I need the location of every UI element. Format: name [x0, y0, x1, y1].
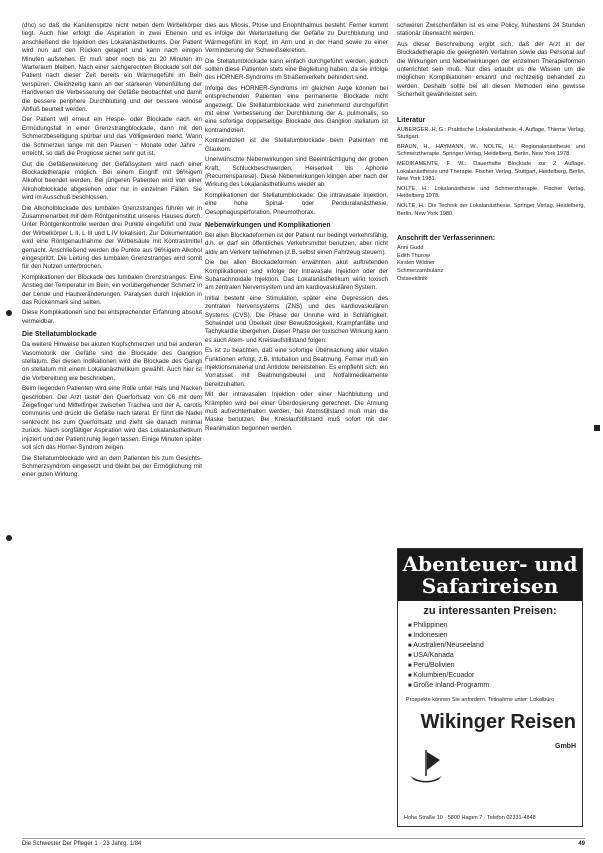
brand-suffix: GmbH — [555, 743, 576, 750]
destination-item: ■ Philippinen — [408, 621, 582, 631]
literature-list — [397, 127, 585, 219]
ad-title: Abenteuer- und Safarireisen — [398, 549, 582, 601]
punch-hole-icon — [6, 310, 12, 316]
literature-item: AUBERGER, H. G.: Praktische Lokalanästhesie. 4. Auflage, Thieme Verlag, Stuttgart. — [397, 126, 585, 141]
brand-name: Wikinger Reisen — [420, 711, 576, 733]
column-2 — [205, 22, 388, 435]
paragraph: Diese Komplikationen sind bei entsprechender Erfahrung absolut vermeidbar. — [22, 309, 202, 325]
ad-subtitle: zu interessanten Preisen: — [423, 605, 557, 617]
authors-list — [397, 245, 585, 283]
paragraph: Der Patient will erneut ein Hespe- oder Blockade nach ein Ermüdungsfall in einer Grenzstrangblockade, dann mit den Schmerzbeseitigung spürbar und das Völligwerden merkt. Wann die Schmerzen lange mit den Pausen − Monate oder Jahre − erreicht, so daß die Prognose sicher sehr gut ist. — [22, 116, 202, 158]
advertisement[interactable] — [397, 548, 583, 827]
paragraph: Unerwünschte Nebenwirkungen sind Beeinträchtigung der groben Kraft, Schluckbeschwerden, Heiserkeit bis Aphonie (Recurrensparese). Diese Nebenwirkungen klingen aber nach der Wirkung des Lokalanästhetikums wieder ab. — [205, 156, 388, 189]
section-heading: Nebenwirkungen und Komplikationen — [205, 221, 331, 229]
paragraph: Die Stellatumblockade kann einfach durchgeführt werden, jedoch sollten diese Patienten stets eine Begleitung haben, da sie infolge des HORNER-Syndroms im Straßenverkehr behindert sind. — [205, 57, 388, 82]
author-line: Ostseeklinik — [397, 275, 428, 282]
ad-address: Hohe Straße 10 · 5800 Hagen 7 · Telefon 02331-4848 — [404, 815, 536, 821]
paragraph: Kontraindiziert ist die Stellatumblockade beim Patienten mit Glaukom. — [205, 137, 388, 153]
destination-item: ■ Australien/Neuseeland — [408, 641, 582, 651]
paragraph: Gut die Gefäßerweiterung der Gefäßsystem wird nach einer Blockadetherapie möglich. Bei einem Eingriff mit 96%igem Alkohol beendet werden. Bei jüngeren Patienten wird von einer Alkoholblockade abgesehen oder nur in einzelnen Fällen. Sie wird im Ausschuß beschlossen. — [22, 160, 202, 202]
literature-item: NOLTE, H.: Lokalanästhesie und Schmerztherapie. Fischer Verlag, Heidelberg 1978. — [397, 185, 585, 200]
paragraph: Die bei allen Blockadeformen erwähnten akut auftretenden Komplikationen sind infolge der Intravasale Injektion oder der Subarachnoidale Injektion. Das Lokalanästhetikum wirkt toxisch am zentralen Nervensystem und am kardiovaskulären System. — [205, 259, 388, 292]
column-1 — [22, 22, 202, 482]
author-line: Edith Thurow — [397, 252, 430, 259]
paragraph: Bei allen Blockadeformen ist der Patient nur bedingt verkehrsfähig, d.h. er darf ein öffentliches Verkehrsmittel benutzen, aber nicht aktiv am Verkehr teilnehmen (z.B. selbst einen Fahrzeug steuern). — [205, 231, 388, 256]
paragraph: Infolge des HORNER-Syndroms im gleichen Auge können bei entsprechenden Patienten eine permanente Blockade nicht angezeigt. Die Stellatumblockade wird zunehmend durchgeführt mit einer Verbesserung der Durchblutung der A. pulmonalis, so eine sofortige doppelseitige Blockade des Ganglion stellatum ist kontraindiziert. — [205, 84, 388, 134]
authors-heading: Anschrift der Verfasserinnen: — [397, 235, 496, 243]
column-3 — [397, 22, 585, 283]
literature-heading: Literatur — [397, 116, 426, 124]
end-marker-icon — [594, 425, 600, 431]
author-line: Anni Gudd — [397, 245, 424, 252]
viking-ship-icon — [408, 746, 444, 786]
page-number: 49 — [578, 841, 585, 847]
paragraph: schweren Zwischenfällen ist es eine Policy, frühestens 24 Stunden stationär überwacht werden. — [397, 22, 585, 38]
paragraph: Es ist zu beachten, daß eine sofortige Überwachung aller vitalen Funktionen erfolgt, z.B. Intubation und Beatmung. Ferner muß ein Injektionsmaterial und Antidote bereitstehen. Es empfiehlt sich, ein Vorratsset mit Beatmungsbeutel und Notfallmedikamente bereitzuhalten. — [205, 347, 388, 388]
destination-item: ■ Peru/Bolivien — [408, 661, 582, 671]
paragraph: Komplikationen der Stellatumblockade: Die intravasale Injektion, eine hohe Spinal- oder Periduralanästhesie, Oesophagusperforation, Pneumothorax. — [205, 191, 388, 216]
paragraph: Die Alkoholblockade des lumbalen Grenzstranges führen wir in Zusammenarbeit mit dem Röntgeninstitut unseres Hauses durch. Unter Röntgenkontrolle werden drei Punkte eingeführt und zwar der Wirbelkörper L II, L III und L IV lokalisiert. Zur Dokumentation wird eine Röntgenaufnahme der Wirbelsäule mit Kontrastmittel gemacht. Anschließend werden die Punkte aus 96%igem Alkohol eingespritzt. Die Leitung des lumbalen Grenzstranges wird somit für den Nutzen unterbrochen. — [22, 204, 202, 271]
destination-list — [408, 621, 582, 691]
literature-item: MEDIKAMENTE, F. W.: Dauerhafte Blockade zur 2. Auflage. Lokalanästhesie und Therapie. Fischer Verlag, Stuttgart, Heidelberg, Berlin, New York 1981. — [397, 161, 585, 183]
author-line: Kirsten Wildner — [397, 260, 435, 267]
punch-hole-icon — [6, 535, 12, 541]
destination-item: ■ Kolumbien/Ecuador — [408, 671, 582, 681]
author-line: Schmerzambulanz — [397, 267, 444, 274]
ad-note: Prospekte können Sie anfordern. Teilnahme unter: Lokalbüro — [406, 697, 555, 703]
literature-item: BRAUN, H., HAYMANN, W., NOLTE, H.: Regionalanästhesie und Schmerztherapie. Springer Verlag, Heidelberg, Berlin, New York 1978. — [397, 143, 585, 158]
paragraph: Komplikationen der Blockade des lumbalen Grenzstranges: Eine Anstieg der Temperatur im Bein, ein vorübergehender Schmerz in der Lende und Hautveränderungen. Paralysen durch Injektion in das Rückenmark sind selten. — [22, 273, 202, 306]
destination-item: ■ Indonesien — [408, 631, 582, 641]
literature-item: NOLTE, H.: Die Technik der Lokalanästhesie. Springer Verlag, Heidelberg, Berlin, New York 1980. — [397, 203, 585, 217]
paragraph: Aus dieser Beschreibung ergibt sich, daß der Arzt in der Blockadetherapie die geeigneten Verfahren sowie das Personal auf die Wirkungen und Nebenwirkungen der einzelnen Therapieformen unterrichtet sein muß. Nur dies erlaubt es die Wissen um die möglichen Komplikationen erkannt und rechtzeitig behandelt zu werden. Deshalb sollte bei all diesen Methoden eine gewisse Sicherheit gewährleistet sein. — [397, 40, 585, 99]
destination-item: ■ USA/Kanada — [408, 651, 582, 661]
section-heading: Die Stellatumblockade — [22, 331, 97, 339]
paragraph: Die Stellatumblockade wird an dem Patienten bis zum Gesichts-Schmerzsyndrom eingesetzt und bleibt bei der Ermöglichung mit einer guten Wirkung. — [22, 454, 202, 479]
paragraph: Da weitere Hinweise bei akuten Kopfschmerzen und bei anderen Vasomotorik der Gefäße sind die Blockade des Ganglion stellatum. Bei diesen Indikationen wird die Blockade des Gangli on stellatum mit einem Lokalanästhetikum gewählt. Auch hier ist die Vorbereitung wie beschrieben. — [22, 341, 202, 382]
paragraph: Mit der intravasalen Injektion oder einer Nachblutung und Krämpfen wird bei einer Überdosierung gerechnet. Die Atmung muß aufrechterhalten werden, bei Atemstillstand muß man die Maske benutzen. Bei Kreislaufstillstand muß sofort mit der Reanimation begonnen werden. — [205, 391, 388, 432]
paragraph: Initial besteht eine Stimulation, später eine Depression des zentralen Nervensystems (ZNS) und des kardiovaskulären Systems (CVS). Die Phase der Unruhe wird in Schläfrigkeit, Schwindel und Übelkeit über Bewußtlosigkeit, Krampfanfälle und Tachykardie übergehen. Dieser Phase der toxischen Wirkung kann es auch Atem- und Kreislaufstillstand folgen. — [205, 294, 388, 344]
paragraph: dies aus Miosis, Ptose und Enophthalmus besteht. Ferner kommt es infolge der Weiterstellung der Gefäße zu Durchblutung und Wärmegefühl im Kopf, im Arm und in der Hand sowie zu einer Verminderung der Schweißsekretion. — [205, 22, 388, 55]
page-footer — [22, 838, 585, 847]
paragraph: Beim liegenden Patienten wird eine Rolle unter Hals und Nacken geschoben. Der Arzt tastet den Querfortsatz von C6 mit dem Zeigefinger und Mittelfinger zwischen Trachea und der A. carotis communis und drückt die Gefäße nach lateral. Er führt die Nadel senkrecht bis zum Querfortsatz und zieht sie danach minimal zurück. Nach sorgfältiger Aspiration wird das Lokalanästhetikum injiziert und der Patient ruhig liegen lassen. Einige Minuten später soll sich das Horner-Syndrom zeigen. — [22, 385, 202, 452]
footer-journal: Die Schwester Der Pfleger 1 · 23 Jahrg. 1/84 — [22, 841, 142, 847]
paragraph: (dnc) so daß die Kanülenspitze nicht neben dem Wirbelkörper liegt. Auch hier erfolgt die Aspiration in zwei Ebenen und anschließend die Injektion des Lokalanästhetikums. Der Patient wird nun auf den Rücken gelagert und kann nach einigen Minuten aufstehen. Er muß aber noch bis zu 20 Minuten im Warteraum bleiben. Nach einer sachgerechten Blockade soll der Patient nach dieser Zeit bereits ein Wärmegefühl im Bein verspüren. Gleichzeitig kann an der stärkeren Venenfüllung der Handvenen die Verbesserung der Gefäße beobachtet und damit die bessere periphere Durchblutung und der bessere venöse Abfluß beurteilt werden. — [22, 22, 202, 114]
destination-item: ■ Große Inland-Programm — [408, 681, 582, 691]
